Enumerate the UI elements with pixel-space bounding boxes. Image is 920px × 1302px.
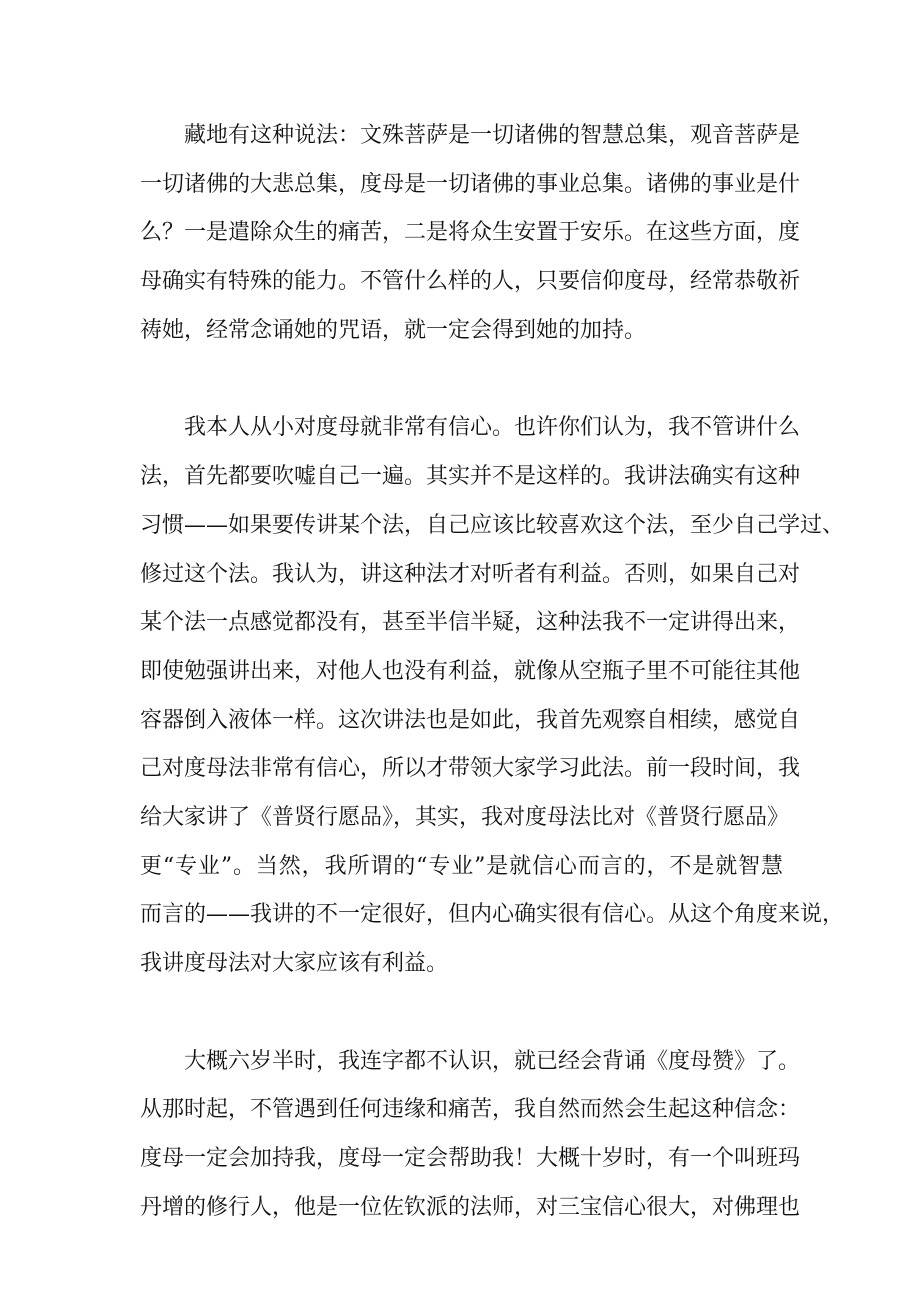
text-line: 母确实有特殊的能力。不管什么样的人，只要信仰度母，经常恭敬祈 — [140, 269, 801, 295]
text-line: 而言的——我讲的不一定很好，但内心确实很有信心。从这个角度来说， — [140, 902, 845, 928]
paragraph-2 — [140, 404, 845, 988]
paragraph-1 — [140, 112, 801, 355]
text-line: 修过这个法。我认为，讲这种法才对听者有利益。否则，如果自己对 — [140, 561, 801, 587]
text-line: 度母一定会加持我，度母一定会帮助我！大概十岁时，有一个叫班玛 — [140, 1146, 801, 1172]
paragraph-gap — [140, 355, 783, 404]
text-line: 么？一是遣除众生的痛苦，二是将众生安置于安乐。在这些方面，度 — [140, 220, 801, 246]
text-line: 己对度母法非常有信心，所以才带领大家学习此法。前一段时间，我 — [140, 756, 801, 782]
text-line: 我本人从小对度母就非常有信心。也许你们认为，我不管讲什么 — [184, 415, 801, 441]
text-line: 即使勉强讲出来，对他人也没有利益，就像从空瓶子里不可能往其他 — [140, 658, 801, 684]
text-line: 某个法一点感觉都没有，甚至半信半疑，这种法我不一定讲得出来， — [140, 610, 801, 636]
text-line: 藏地有这种说法：文殊菩萨是一切诸佛的智慧总集，观音菩萨是 — [184, 123, 801, 148]
body-text — [140, 112, 845, 1232]
text-line: 大概六岁半时，我连字都不认识，就已经会背诵《度母赞》了。 — [184, 1048, 801, 1074]
text-line: 丹增的修行人，他是一位佐钦派的法师，对三宝信心很大，对佛理也 — [140, 1194, 801, 1220]
text-line: 我讲度母法对大家应该有利益。 — [140, 951, 449, 976]
text-line: 一切诸佛的大悲总集，度母是一切诸佛的事业总集。诸佛的事业是什 — [140, 171, 801, 197]
text-line: 祷她，经常念诵她的咒语，就一定会得到她的加持。 — [140, 317, 647, 343]
text-line: 法，首先都要吹嘘自己一遍。其实并不是这样的。我讲法确实有这种 — [140, 464, 801, 490]
text-line: 习惯——如果要传讲某个法，自己应该比较喜欢这个法，至少自己学过、 — [140, 512, 845, 538]
text-line: 给大家讲了《普贤行愿品》，其实，我对度母法比对《普贤行愿品》 — [140, 804, 790, 830]
paragraph-gap — [140, 989, 783, 1038]
paragraph-3 — [140, 1038, 801, 1233]
text-line: 容器倒入液体一样。这次讲法也是如此，我首先观察自相续，感觉自 — [140, 707, 801, 733]
text-line: 更“专业”。当然，我所谓的“专业”是就信心而言的，不是就智慧 — [140, 853, 783, 879]
text-line: 从那时起，不管遇到任何违缘和痛苦，我自然而然会生起这种信念： — [140, 1097, 801, 1123]
